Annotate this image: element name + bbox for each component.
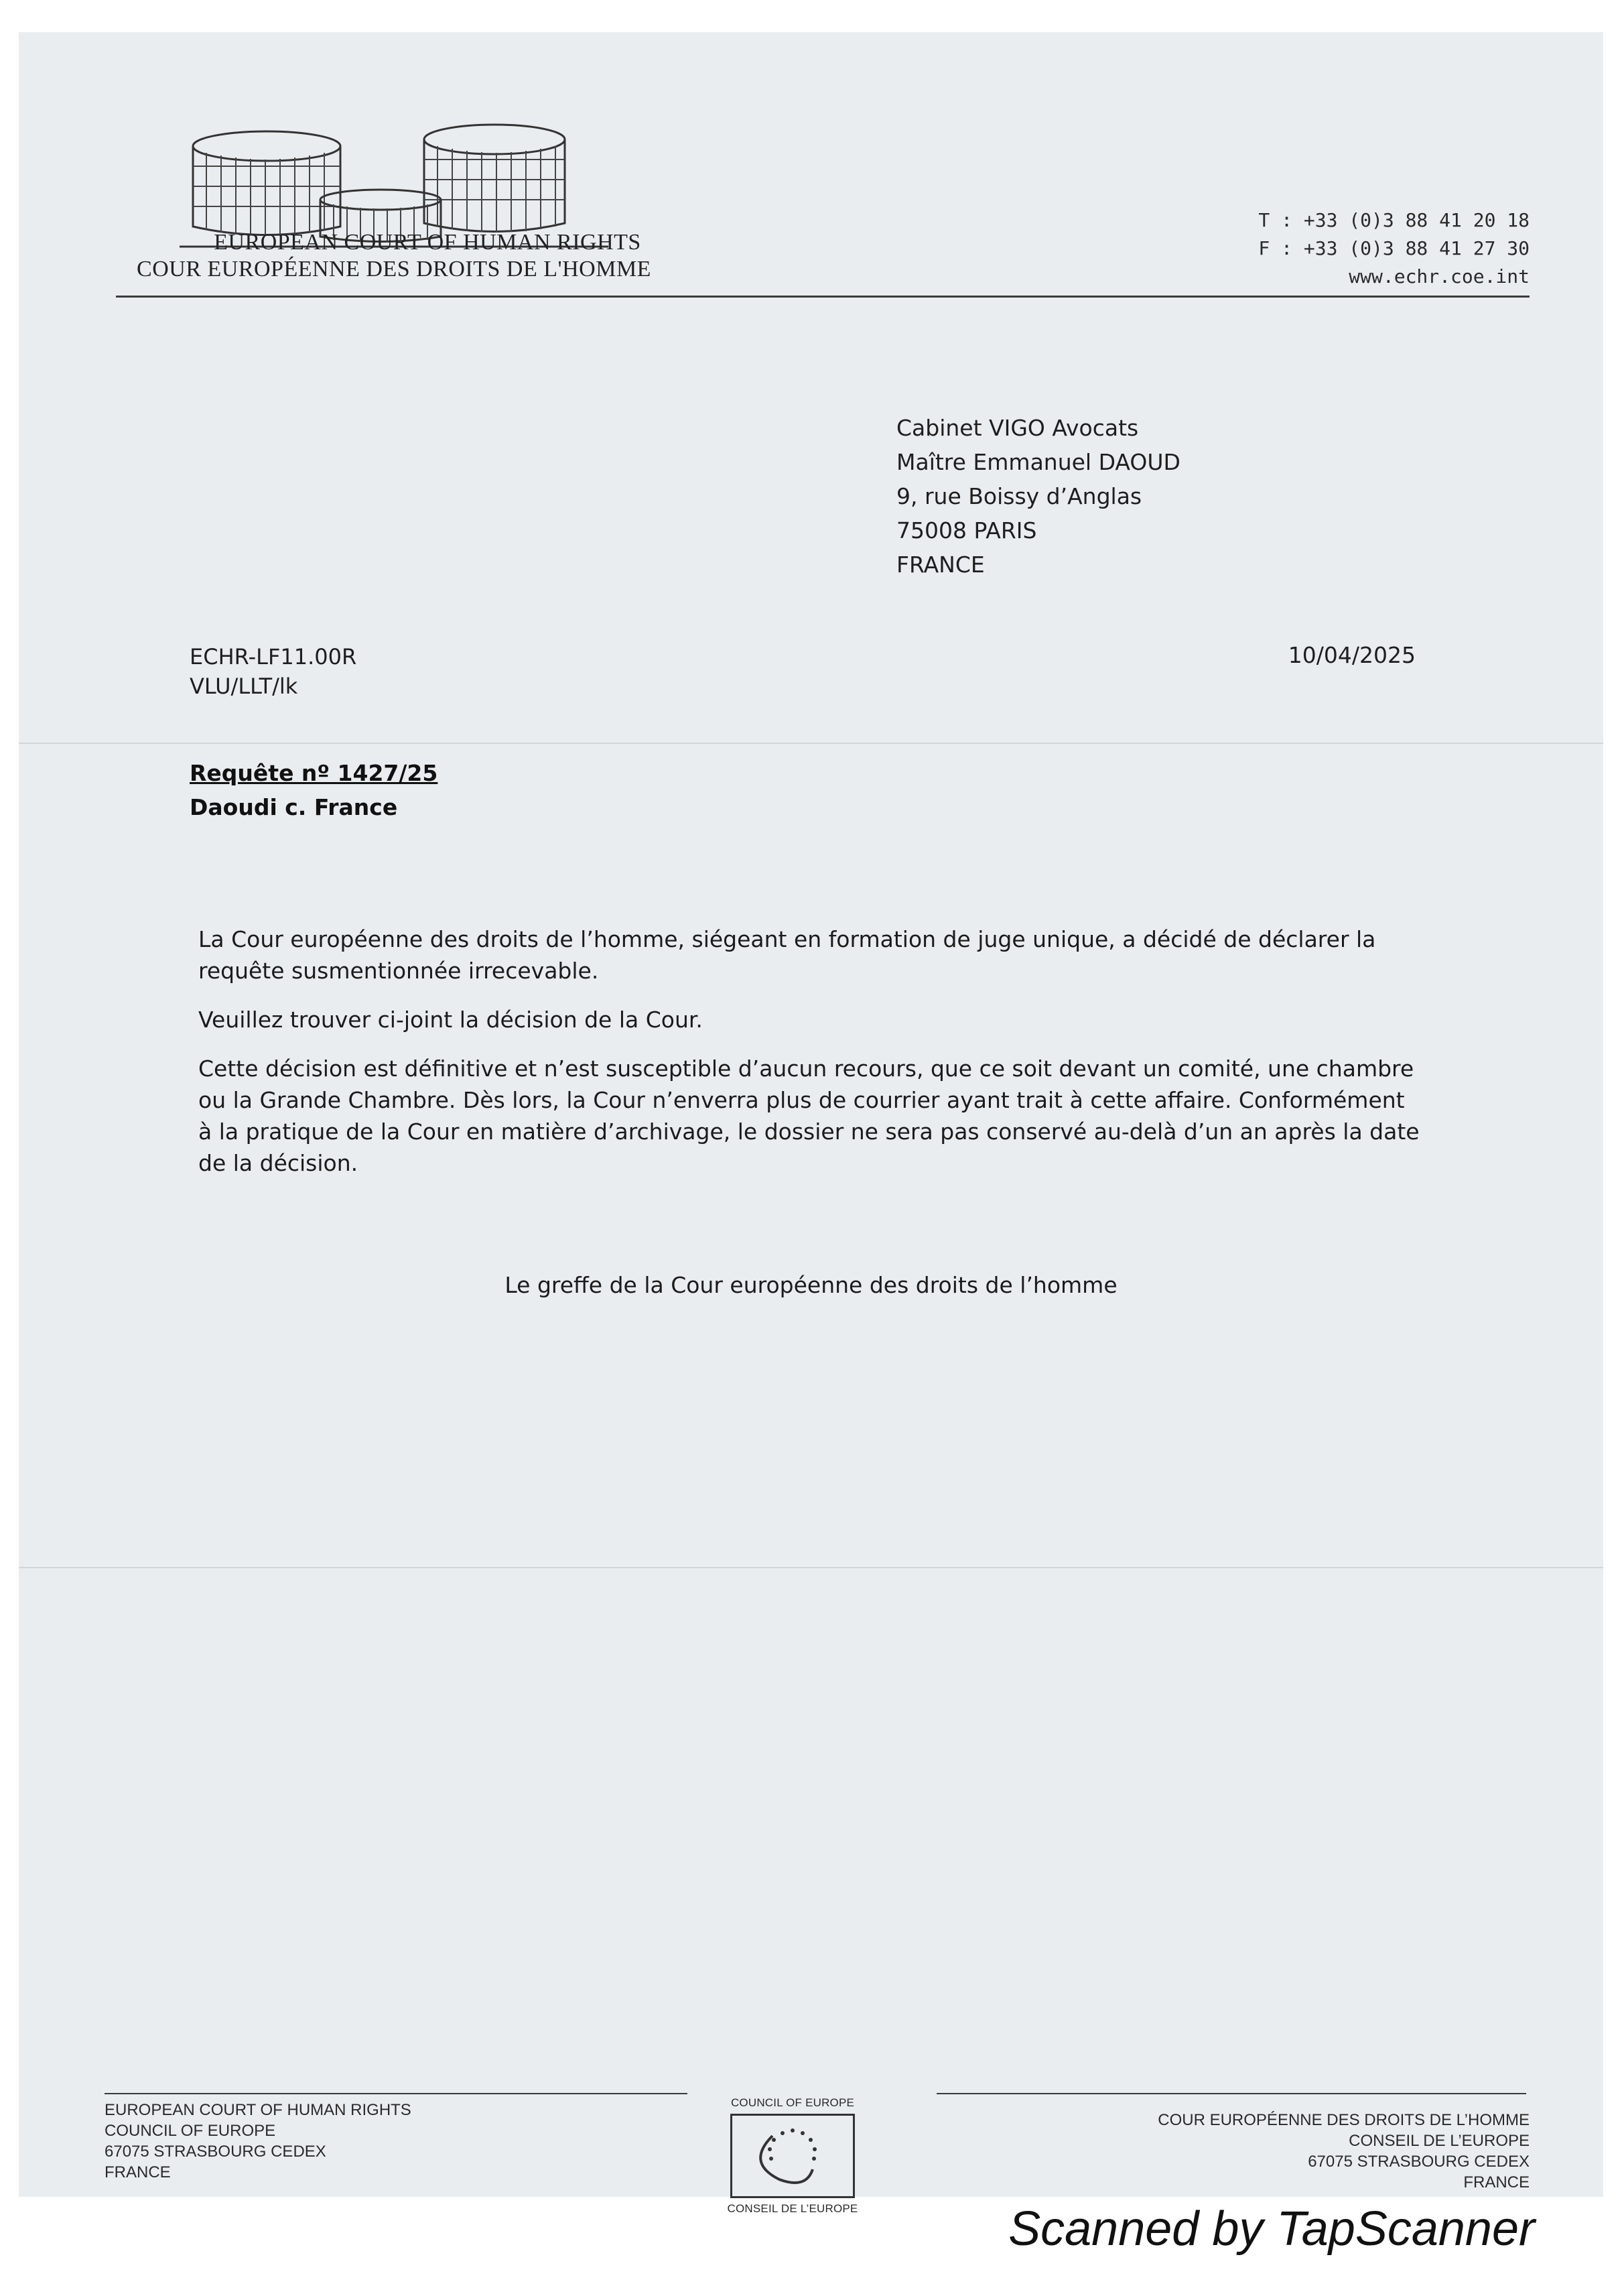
address-line: 9, rue Boissy d’Anglas [896, 483, 1142, 509]
fold-line [19, 1567, 1603, 1568]
body-paragraph: Veuillez trouver ci-joint la décision de la Cour. [198, 1007, 703, 1033]
footer-rule-left [105, 2093, 687, 2094]
case-number: Requête nº 1427/25 [190, 760, 438, 786]
reference-code: ECHR-LF11.00R [190, 644, 357, 669]
case-heading [190, 756, 437, 824]
address-line: Cabinet VIGO Avocats [896, 415, 1139, 441]
court-name-en: EUROPEAN COURT OF HUMAN RIGHTS [214, 230, 641, 255]
footer-line: COUR EUROPÉENNE DES DROITS DE L’HOMME [1158, 2111, 1530, 2129]
footer-address-en [105, 2100, 411, 2183]
fax-number: F : +33 (0)3 88 41 27 30 [1258, 237, 1530, 259]
footer-line: FRANCE [1463, 2173, 1530, 2191]
letter-body [198, 923, 1424, 1196]
header-divider [116, 296, 1530, 298]
coe-emblem-frame [730, 2114, 855, 2198]
scanner-watermark: Scanned by TapScanner [1008, 2202, 1535, 2256]
address-line: Maître Emmanuel DAOUD [896, 449, 1180, 475]
phone-number: T : +33 (0)3 88 41 20 18 [1258, 209, 1530, 231]
case-title: Daoudi c. France [190, 794, 398, 820]
footer-line: CONSEIL DE L’EUROPE [1349, 2132, 1530, 2150]
coe-emblem-icon [732, 2116, 853, 2196]
reference-block [190, 642, 356, 701]
footer-line: FRANCE [105, 2163, 171, 2181]
contact-block [1258, 206, 1530, 291]
footer-address-fr [1158, 2110, 1530, 2193]
body-paragraph: Cette décision est définitive et n’est susceptible d’aucun recours, que ce soit devant un comité, une chambre ou la Grande Chambre. Dès lors, la Cour n’enverra plus de courrier ayant trait à cette affaire. Conformément à la pratique de la Cour en matière d’archivage, le dossier ne sera pas conservé au-delà d’un an après la date de la décision. [198, 1056, 1420, 1176]
address-line: 75008 PARIS [896, 517, 1037, 544]
footer-rule-right [937, 2093, 1526, 2094]
footer-line: COUNCIL OF EUROPE [105, 2122, 276, 2140]
footer-line: 67075 STRASBOURG CEDEX [1308, 2153, 1530, 2171]
council-of-europe-logo [716, 2096, 870, 2217]
recipient-address [896, 411, 1180, 582]
coe-caption-bottom: CONSEIL DE L’EUROPE [727, 2202, 858, 2215]
website-link[interactable]: www.echr.coe.int [1349, 265, 1530, 288]
address-line: FRANCE [896, 552, 985, 578]
footer-line: 67075 STRASBOURG CEDEX [105, 2143, 326, 2161]
signoff: Le greffe de la Cour européenne des droits de l’homme [504, 1272, 1118, 1298]
letter-date: 10/04/2025 [1288, 642, 1416, 668]
coe-caption-top: COUNCIL OF EUROPE [730, 2096, 855, 2109]
court-name-fr: COUR EUROPÉENNE DES DROITS DE L'HOMME [137, 257, 651, 281]
reference-initials: VLU/LLT/lk [190, 674, 298, 699]
fold-line [19, 743, 1603, 744]
body-paragraph: La Cour européenne des droits de l’homme, siégeant en formation de juge unique, a décidé de déclarer la requête susmentionnée irrecevable. [198, 926, 1376, 984]
letter-page [19, 32, 1603, 2215]
footer-line: EUROPEAN COURT OF HUMAN RIGHTS [105, 2101, 411, 2119]
